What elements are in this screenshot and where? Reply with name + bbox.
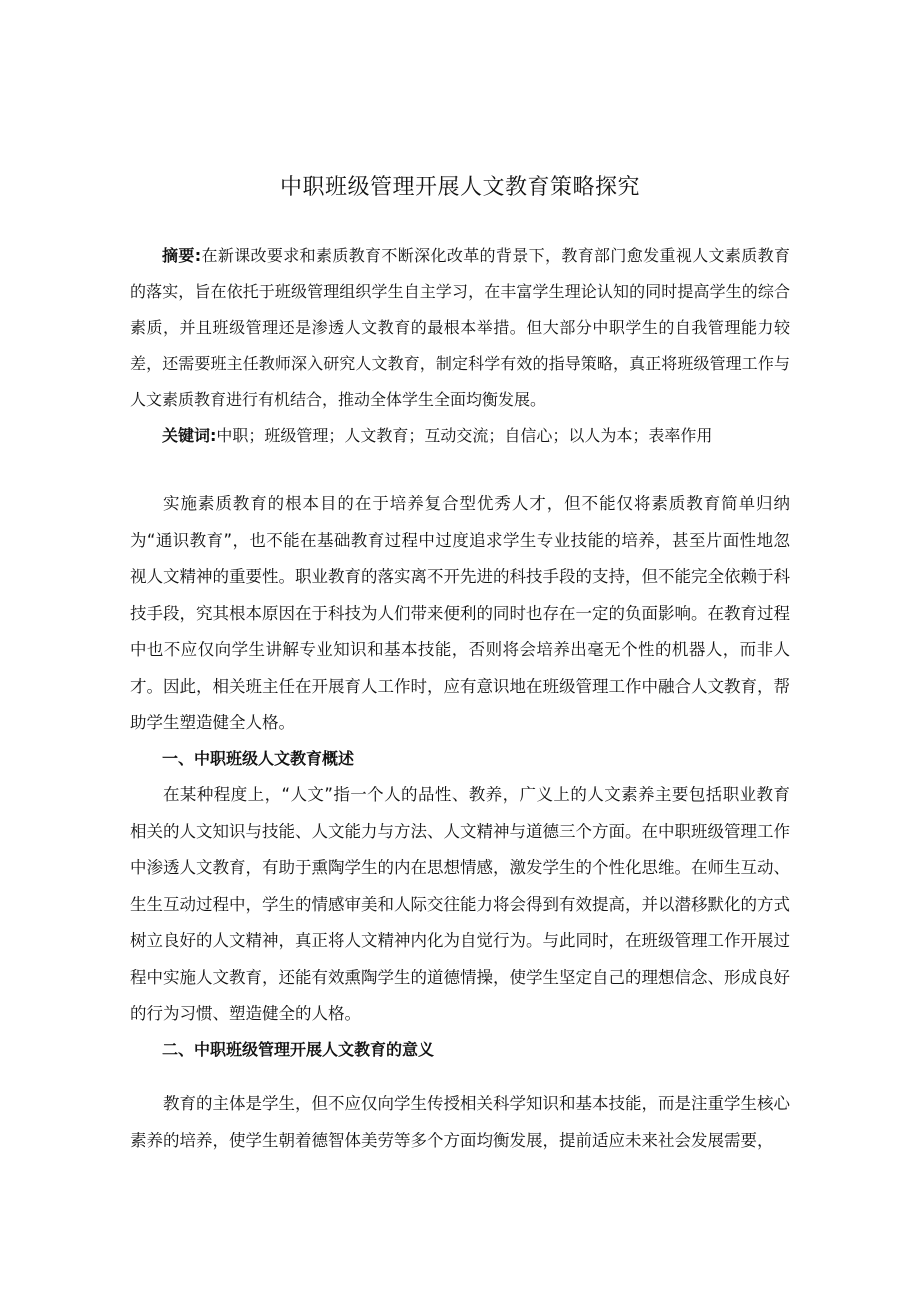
body-paragraph-section-2: 教育的主体是学生，但不应仅向学生传授相关科学知识和基本技能，而是注重学生核心素养的培养，使学生朝着德智体美劳等多个方面均衡发展，提前适应未来社会发展需要， (130, 1094, 790, 1150)
abstract-text: 在新课改要求和素质教育不断深化改革的背景下，教育部门愈发重视人文素质教育的落实，旨在依托于班级管理组织学生自主学习，在丰富学生理论认知的同时提高学生的综合素质，并且班级管理还是渗透人文教育的最根本举措。但大部分中职学生的自我管理能力较差，还需要班主任教师深入研究人文教育，制定科学有效的指导策略，真正将班级管理工作与人文素质教育进行有机结合，推动全体学生全面均衡发展。 (130, 246, 790, 409)
section-heading-1: 一、中职班级人文教育概述 (162, 749, 355, 768)
keywords-text: 中职；班级管理；人文教育；互动交流；自信心；以人为本；表率作用 (216, 426, 713, 445)
body-paragraph-intro: 实施素质教育的根本目的在于培养复合型优秀人才，但不能仅将素质教育简单归纳为“通识教育”，也不能在基础教育过程中过度追求学生专业技能的培养，甚至片面性地忽视人文精神的重要性。职业教育的落实离不开先进的科技手段的支持，但不能完全依赖于科技手段，究其根本原因在于科技为人们带来便利的同时也存在一定的负面影响。在教育过程中也不应仅向学生讲解专业知识和基本技能，否则将会培养出毫无个性的机器人，而非人才。因此，相关班主任在开展育人工作时，应有意识地在班级管理工作中融合人文教育，帮助学生塑造健全人格。 (130, 494, 790, 732)
abstract-paragraph (130, 238, 790, 418)
body-paragraph-section-1: 在某种程度上，“人文”指一个人的品性、教养，广义上的人文素养主要包括职业教育相关的人文知识与技能、人文能力与方法、人文精神与道德三个方面。在中职班级管理工作中渗透人文教育，有助于熏陶学生的内在思想情感，激发学生的个性化思维。在师生互动、生生互动过程中，学生的情感审美和人际交往能力将会得到有效提高，并以潜移默化的方式树立良好的人文精神，真正将人文精神内化为自觉行为。与此同时，在班级管理工作开展过程中实施人文教育，还能有效熏陶学生的道德情操，使学生坚定自己的理想信念、形成良好的行为习惯、塑造健全的人格。 (130, 785, 790, 1023)
section-heading-2: 二、中职班级管理开展人文教育的意义 (162, 1040, 435, 1059)
keywords-label: 关键词: (162, 426, 217, 445)
keywords-paragraph (130, 418, 790, 454)
document-title: 中职班级管理开展人文教育策略探究 (279, 175, 640, 200)
abstract-label: 摘要: (162, 246, 202, 265)
